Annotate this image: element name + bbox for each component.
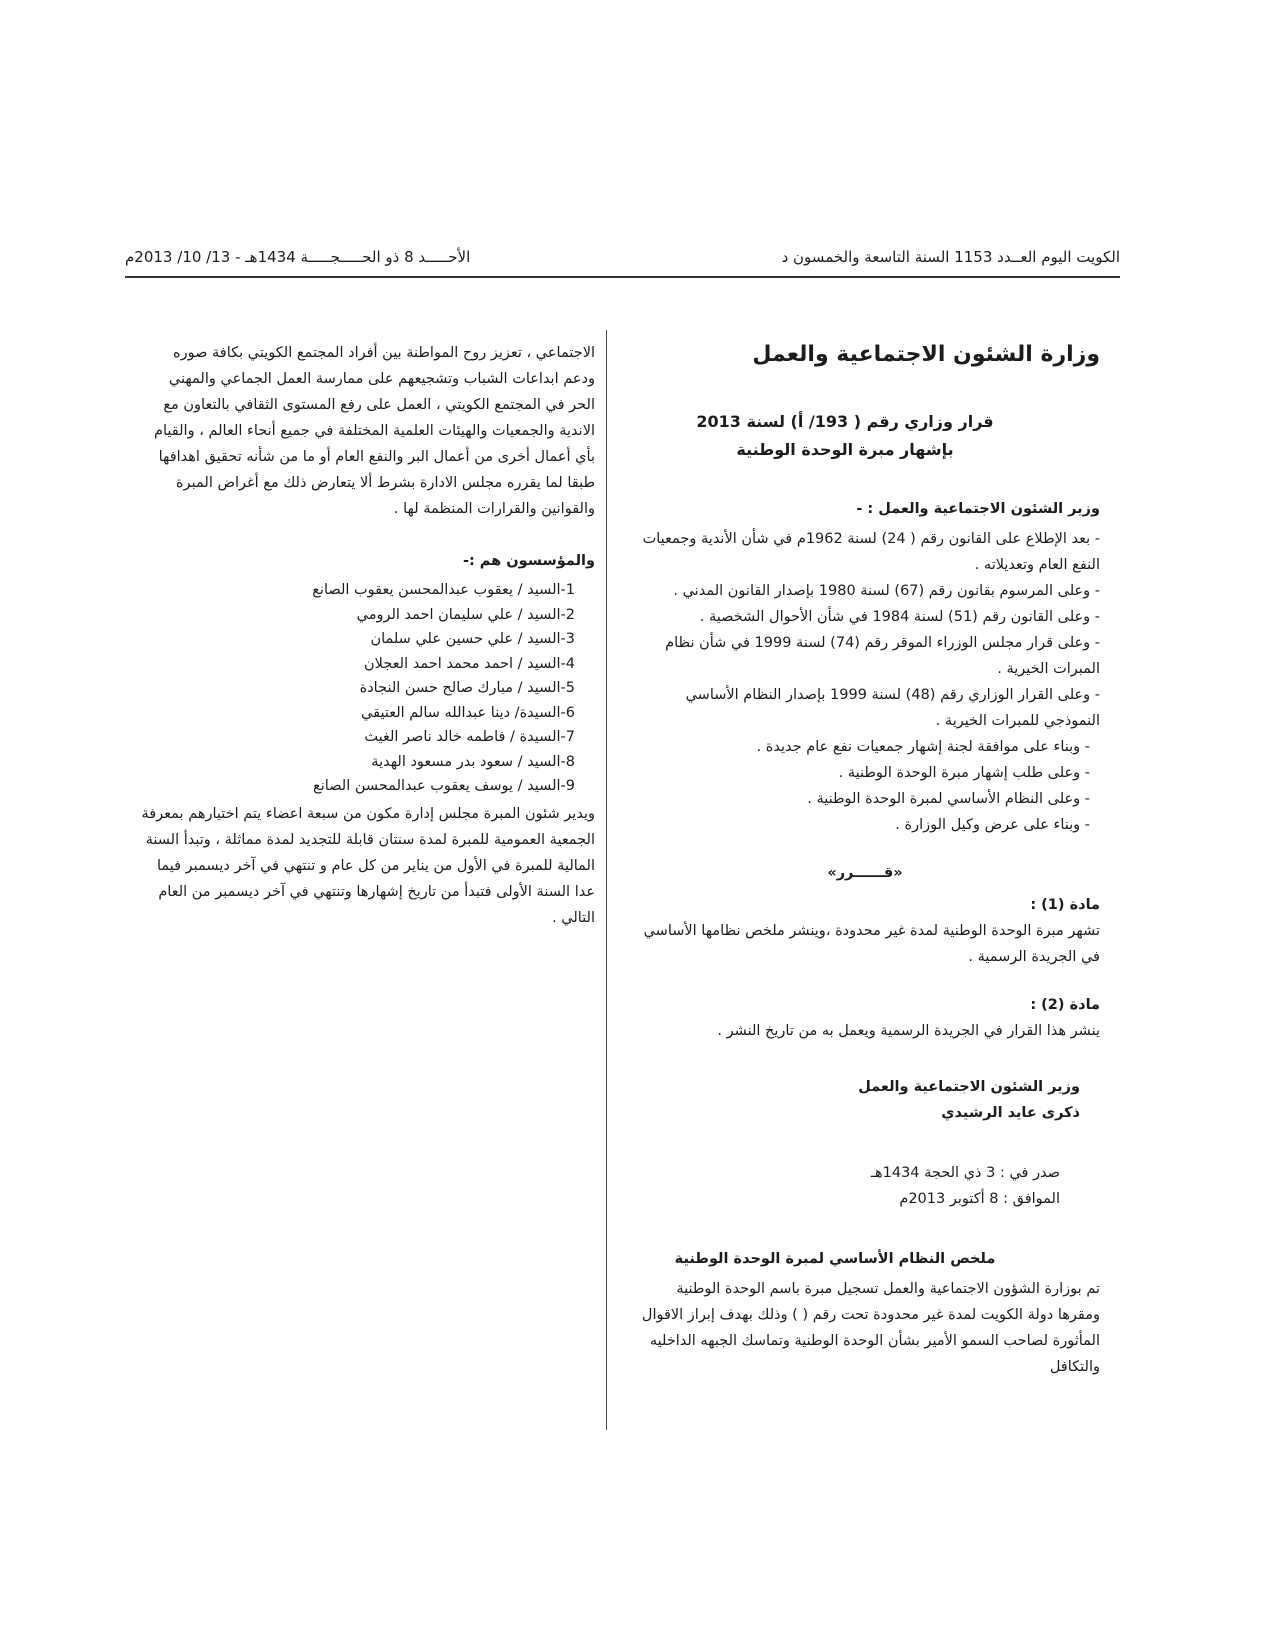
list-item: 1-السيد / يعقوب عبدالمحسن يعقوب الصانع (312, 582, 575, 598)
ministry-title: وزارة الشئون الاجتماعية والعمل (752, 342, 1100, 367)
clause: - بعد الإطلاع على القانون رقم ( 24) لسنة 1962م في شأن الأندية وجمعيات النفع العام وتعديلاته . (642, 531, 1100, 573)
clause: - وبناء على عرض وكيل الوزارة . (895, 817, 1090, 833)
clause: - وبناء على موافقة لجنة إشهار جمعيات نفع عام جديدة . (756, 739, 1090, 755)
article-2-title: مادة (2) : (1030, 997, 1100, 1013)
article-1-text: تشهر مبرة الوحدة الوطنية لمدة غير محدودة ،وينشر ملخص نظامها الأساسي في الجريدة الرسمية . (643, 923, 1100, 965)
decree-title (630, 408, 1100, 464)
issue-date-hijri: صدر في : 3 ذي الحجة 1434هـ (870, 1165, 1060, 1181)
minister-intro: وزير الشئون الاجتماعية والعمل : - (856, 501, 1100, 517)
decree-subject: بإشهار مبرة الوحدة الوطنية (736, 440, 954, 459)
issue-date-gregorian: الموافق : 8 أكتوبر 2013م (899, 1191, 1060, 1207)
right-column (630, 340, 1100, 1380)
decision-heading: «قــــــرر» (827, 865, 903, 881)
summary-text: تم بوزارة الشؤون الاجتماعية والعمل تسجيل مبرة باسم الوحدة الوطنية ومقرها دولة الكويت لمدة غير محدودة تحت رقم ( ) وذلك بهدف إبراز الاقوال المأثورة لصاحب السمو الأمير بشأن الوحدة الوطنية وتماسك الجبهه الداخليه والتكافل (641, 1281, 1100, 1375)
clause: - وعلى القانون رقم (51) لسنة 1984 في شأن الأحوال الشخصية . (699, 609, 1100, 625)
page-header (125, 246, 1120, 278)
decree-number: قرار وزاري رقم ( 193/ أ) لسنة 2013 (696, 412, 994, 431)
article-1-title: مادة (1) : (1030, 897, 1100, 913)
left-column (140, 340, 595, 931)
list-item: 8-السيد / سعود بدر مسعود الهدية (371, 753, 575, 770)
clause: - وعلى قرار مجلس الوزراء الموقر رقم (74) لسنة 1999 في شأن نظام المبرات الخيرية . (665, 635, 1100, 677)
column-divider (606, 330, 607, 1430)
summary-title: ملخص النظام الأساسي لمبرة الوحدة الوطنية (674, 1251, 996, 1267)
clause: - وعلى طلب إشهار مبرة الوحدة الوطنية . (838, 765, 1090, 781)
founders-title: والمؤسسون هم :- (462, 553, 595, 569)
preamble-clauses (630, 526, 1100, 838)
list-item: 4-السيد / احمد محمد احمد العجلان (364, 655, 575, 672)
management-text: ويدير شئون المبرة مجلس إدارة مكون من سبعة اعضاء يتم اختيارهم بمعرفة الجمعية العمومية للمبرة لمدة سنتان قابلة للتجديد لمدة مماثلة ، وتبدأ السنة المالية للمبرة في الأول من يناير من كل عام و تنتهي في آخر ديسمبر فيما عدا السنة الأولى فتبدأ من تاريخ إشهارها وتنتهي في آخر ديسمبر من العام التالي . (141, 805, 595, 926)
list-item: 6-السيدة/ دينا عبدالله سالم العتيقي (361, 704, 575, 721)
signature-name: ذكرى عايد الرشيدي (941, 1105, 1080, 1121)
clause: - وعلى القرار الوزاري رقم (48) لسنة 1999 بإصدار النظام الأساسي النموذجي للمبرات الخيرية . (685, 687, 1100, 729)
header-date: الأحـــــد 8 ذو الحـــــجـــــة 1434هـ - 13/ 10/ 2013م (125, 248, 471, 266)
clause: - وعلى النظام الأساسي لمبرة الوحدة الوطنية . (807, 791, 1090, 807)
signature-title: وزير الشئون الاجتماعية والعمل (858, 1079, 1080, 1095)
list-item: 9-السيد / يوسف يعقوب عبدالمحسن الصانع (313, 778, 575, 794)
issue-date-block (630, 1160, 1100, 1212)
list-item: 2-السيد / علي سليمان احمد الرومي (356, 606, 575, 623)
list-item: 3-السيد / علي حسين علي سلمان (370, 631, 575, 647)
article-2-text: ينشر هذا القرار في الجريدة الرسمية ويعمل به من تاريخ النشر . (717, 1023, 1100, 1039)
founders-list (140, 578, 595, 799)
list-item: 5-السيد / مبارك صالح حسن النجادة (359, 680, 575, 696)
list-item: 7-السيدة / فاطمه خالد ناصر الغيث (364, 729, 575, 745)
objectives-text: الاجتماعي ، تعزيز روح المواطنة بين أفراد المجتمع الكويتي بكافة صوره ودعم ابداعات الشباب وتشجيعهم على ممارسة العمل الجماعي والمهني الحر في المجتمع الكويتي ، العمل على رفع المستوى الثقافي بالتعاون مع الاندية والجمعيات والهيئات العلمية المختلفة في جميع أنحاء العالم ، والقيام بأي أعمال أخرى من أعمال البر والنفع العام أو ما من شأنه تحقيق اهدافها طبقا لما يقرره مجلس الادارة بشرط ألا يتعارض ذلك مع أغراض المبرة والقوانين والقرارات المنظمة لها . (154, 345, 595, 517)
clause: - وعلى المرسوم بقانون رقم (67) لسنة 1980 بإصدار القانون المدني . (673, 583, 1100, 599)
signature-block (630, 1074, 1100, 1126)
header-issue-info: الكويت اليوم العــدد 1153 السنة التاسعة والخمسون د (781, 248, 1120, 266)
